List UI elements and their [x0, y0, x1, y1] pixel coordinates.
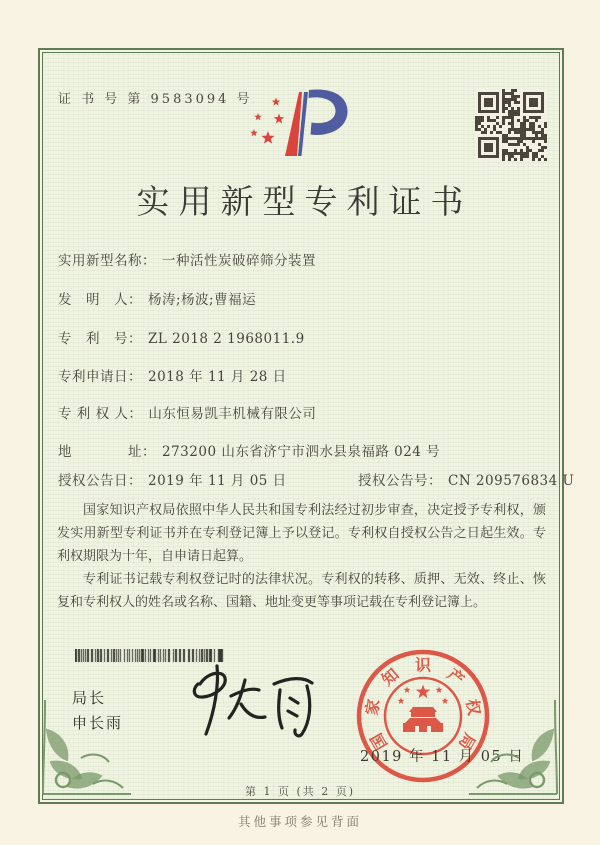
field-inventors [58, 288, 256, 308]
grant-date-label: 授权公告日： [58, 473, 142, 489]
seal-date: 2019 年 11 月 05 日 [360, 749, 525, 765]
field-patent-number [58, 327, 305, 347]
legal-paragraph-2: 专利证书记载专利权登记时的法律状况。专利权的转移、质押、无效、终止、恢复和专利权人的姓名或名称、国籍、地址变更等事项记载在专利登记簿上。 [57, 572, 546, 610]
svg-text:识: 识 [414, 655, 432, 675]
svg-text:知: 知 [377, 664, 403, 690]
field-value: 杨涛;杨波;曹福运 [148, 292, 257, 308]
field-patentee [58, 402, 316, 422]
back-note: 其他事项参见背面 [237, 814, 362, 829]
field-label: 专 利 权 人： [58, 406, 143, 422]
field-label: 专 利 号： [58, 331, 142, 347]
svg-text:国: 国 [366, 729, 392, 754]
corner-ornament-right [467, 700, 559, 796]
field-value: 273200 山东省济宁市泗水县泉福路 024 号 [162, 444, 441, 460]
field-utility-model-name [58, 249, 316, 269]
cnipa-logo-icon [245, 84, 355, 168]
legal-paragraph-1: 国家知识产权局依照中华人民共和国专利法经过初步审查，决定授予专利权，颁发实用新型专利证书并在专利登记簿上予以登记。专利权自授权公告之日起生效。专利权期限为十年，自申请日起算。 [57, 503, 546, 564]
grant-number-label: 授权公告号： [358, 473, 442, 489]
barcode [75, 649, 225, 662]
field-label: 发 明 人： [58, 292, 142, 308]
field-label: 地 址： [58, 444, 156, 460]
logo-p-bowl [309, 90, 348, 135]
grant-number-value: CN 209576834 U [448, 473, 575, 489]
field-value: ZL 2018 2 1968011.9 [148, 331, 305, 347]
field-application-date [58, 365, 287, 385]
qr-code [475, 89, 547, 161]
grant-date-value: 2019 年 11 月 05 日 [148, 473, 287, 489]
field-value: 山东恒易凯丰机械有限公司 [148, 406, 317, 422]
certificate-title: 实用新型专利证书 [136, 182, 473, 221]
svg-text:家: 家 [362, 697, 384, 717]
director-title: 局长 [72, 689, 107, 707]
certificate-number: 证 书 号 第 9583094 号 [58, 92, 253, 107]
svg-text:权: 权 [462, 697, 484, 717]
legal-text [57, 499, 546, 614]
field-value: 2018 年 11 月 28 日 [148, 369, 287, 385]
svg-text:局: 局 [454, 729, 480, 754]
field-label: 专利申请日： [58, 369, 142, 385]
field-grant-announcement [58, 469, 575, 489]
director-signature [178, 662, 318, 740]
director-name: 申长雨 [72, 714, 124, 732]
field-value: 一种活性炭破碎筛分装置 [162, 253, 316, 269]
field-label: 实用新型名称： [58, 253, 156, 269]
corner-ornament-left [41, 700, 133, 796]
svg-text:产: 产 [443, 664, 469, 690]
field-address [58, 440, 440, 460]
page-number: 第 1 页 (共 2 页) [244, 785, 356, 798]
grant-number [358, 469, 574, 489]
